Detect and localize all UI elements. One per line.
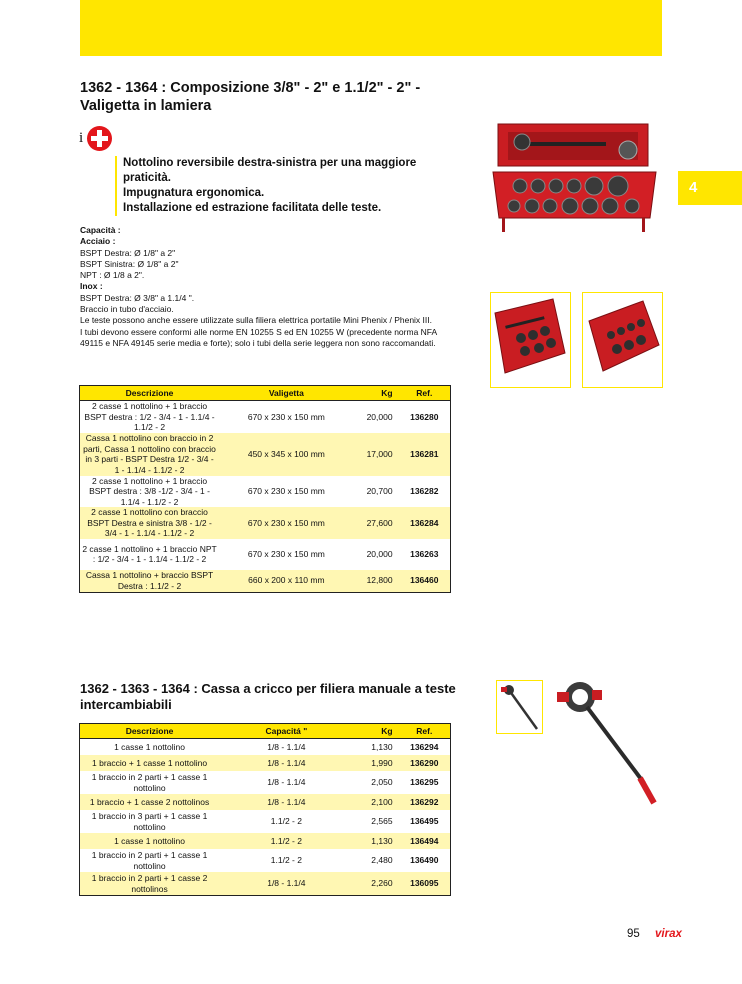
cell-description: Cassa 1 nottolino + braccio BSPT Destra : 1.1/2 - 2 <box>80 570 220 593</box>
spec-line: BSPT Destra: Ø 1/8" a 2" <box>80 247 176 258</box>
brand-logo: virax <box>655 928 682 940</box>
cell-kg: 27,600 <box>354 507 399 539</box>
product-thumb-case-b <box>582 292 663 388</box>
column-header: Ref. <box>399 724 451 739</box>
cell-case: 670 x 230 x 150 mm <box>247 411 325 422</box>
spec-line: Le teste possono anche essere utilizzate sulla filiera elettrica portatile Mini Phenix / Phenix III. <box>80 315 432 326</box>
cell-description: 1 casse 1 nottolino <box>114 741 185 752</box>
ratchet-table <box>79 723 451 896</box>
cell-description: 2 casse 1 nottolino con braccio BSPT Destra e sinistra 3/8 - 1/2 - 3/4 - 1 - 1.1/4 - 1.1/2 - 2 <box>80 507 220 539</box>
cell-kg: 20,000 <box>366 548 393 559</box>
column-header: Valigetta <box>219 386 354 401</box>
cell-capacity: 1.1/2 - 2 <box>219 833 354 849</box>
column-header: Capacitá " <box>219 724 354 739</box>
cell-description: 1 casse 1 nottolino <box>80 833 220 849</box>
cell-description: 2 casse 1 nottolino + 1 braccio NPT : 1/2 - 3/4 - 1 - 1.1/4 - 1.1/2 - 2 <box>82 543 217 564</box>
cell-ref: 136294 <box>410 741 439 752</box>
cell-case: 670 x 230 x 150 mm <box>219 507 354 539</box>
cell-case: 660 x 200 x 110 mm <box>219 570 354 593</box>
feature-line: Installazione ed estrazione facilitata delle teste. <box>123 202 382 214</box>
table-row <box>80 401 451 433</box>
cell-case: 670 x 230 x 150 mm <box>247 548 325 559</box>
header-yellow-band <box>80 0 662 56</box>
cell-capacity: 1.1/2 - 2 <box>270 816 302 827</box>
cell-kg: 12,800 <box>354 570 399 593</box>
cell-capacity: 1/8 - 1.1/4 <box>267 741 306 752</box>
feature-line: Nottolino reversibile destra-sinistra per una maggiore praticità. <box>123 157 417 184</box>
table-header-row <box>80 724 451 739</box>
spec-inox-label: Inox : <box>80 281 103 292</box>
cell-description: 1 braccio in 2 parti + 1 casse 1 nottolino <box>91 772 208 793</box>
cell-capacity: 1/8 - 1.1/4 <box>267 777 306 788</box>
cell-case: 670 x 230 x 150 mm <box>247 486 325 496</box>
cell-kg: 20,000 <box>366 411 393 422</box>
cell-kg: 2,100 <box>354 794 399 810</box>
cell-kg: 17,000 <box>354 433 399 476</box>
table-row <box>80 771 451 794</box>
kit-table <box>79 385 451 593</box>
cell-capacity: 1/8 - 1.1/4 <box>219 755 354 771</box>
column-header: Kg <box>354 724 399 739</box>
cell-kg: 1,990 <box>354 755 399 771</box>
chapter-tab: 4 <box>678 171 742 205</box>
table-row <box>80 739 451 756</box>
plus-cross-icon <box>87 126 112 151</box>
product-thumb-case-a <box>490 292 571 388</box>
cell-description: 1 braccio in 3 parti + 1 casse 1 nottolino <box>91 811 208 832</box>
cell-kg: 2,565 <box>371 816 393 827</box>
table-header-row <box>80 386 451 401</box>
info-glyph: i <box>79 130 84 146</box>
spec-line: Braccio in tubo d'acciaio. <box>80 304 174 315</box>
table-row <box>80 755 451 771</box>
table-row <box>80 539 451 570</box>
table-row <box>80 433 451 476</box>
spec-steel-label: Acciaio : <box>80 236 116 247</box>
cell-ref: 136490 <box>410 855 439 866</box>
cell-description: 2 casse 1 nottolino + 1 braccio BSPT destra : 3/8 -1/2 - 3/4 - 1 - 1.1/4 - 1.1/2 - 2 <box>89 475 210 507</box>
cell-ref: 136290 <box>399 755 451 771</box>
cell-ref: 136280 <box>410 411 439 422</box>
table-row <box>80 872 451 896</box>
table-row <box>80 833 451 849</box>
cell-description: 1 braccio + 1 casse 2 nottolinos <box>80 794 220 810</box>
cell-description: 2 casse 1 nottolino + 1 braccio BSPT destra : 1/2 - 3/4 - 1 - 1.1/4 - 1.1/2 - 2 <box>84 401 215 432</box>
column-header: Ref. <box>399 386 451 401</box>
table-row <box>80 849 451 872</box>
cell-ref: 136281 <box>399 433 451 476</box>
feature-line: Impugnatura ergonomica. <box>123 187 265 199</box>
cell-ref: 136263 <box>410 548 439 559</box>
column-header: Kg <box>354 386 399 401</box>
cell-capacity: 1.1/2 - 2 <box>270 855 302 866</box>
cell-description: Cassa 1 nottolino con braccio in 2 parti, Cassa 1 nottolino con braccio in 3 parti - BSPT Destra 1/2 - 3/4 - 1 - 1.1/4 - 1.1/2 - 2 <box>80 433 220 476</box>
table-row <box>80 476 451 508</box>
page-number: 95 <box>627 928 640 940</box>
product-photo-ratchet <box>552 675 670 810</box>
cell-ref: 136292 <box>399 794 451 810</box>
section1-title: 1362 - 1364 : Composizione 3/8" - 2" e 1.1/2" - 2" - Valigetta in lamiera <box>80 80 421 114</box>
cell-ref: 136295 <box>410 777 439 788</box>
cell-ref: 136284 <box>399 507 451 539</box>
product-thumb-ratchet <box>496 680 543 734</box>
cell-kg: 1,130 <box>371 741 393 752</box>
cell-case: 450 x 345 x 100 mm <box>219 433 354 476</box>
table-row <box>80 507 451 539</box>
spec-line: BSPT Sinistra: Ø 1/8" a 2" <box>80 258 179 269</box>
product-photo-case <box>490 120 660 235</box>
feature-bullets <box>115 156 423 216</box>
cell-ref: 136494 <box>399 833 451 849</box>
table-row <box>80 794 451 810</box>
cell-kg: 2,050 <box>371 777 393 788</box>
cell-kg: 2,480 <box>371 855 393 866</box>
cell-ref: 136282 <box>410 486 439 496</box>
cell-ref: 136495 <box>410 816 439 827</box>
info-badge <box>79 125 115 153</box>
cell-kg: 1,130 <box>354 833 399 849</box>
spec-line: I tubi devono essere conformi alle norme EN 10255 S ed EN 10255 W (precedente norma NFA 49115 e NFA 49145 serie media e forte); solo i tubi della serie leggera non sono raccomandati. <box>80 326 437 348</box>
section2-title: 1362 - 1363 - 1364 : Cassa a cricco per filiera manuale a teste intercambiabili <box>80 681 456 712</box>
cell-kg: 2,260 <box>354 872 399 896</box>
cell-description: 1 braccio + 1 casse 1 nottolino <box>80 755 220 771</box>
cell-capacity: 1/8 - 1.1/4 <box>219 872 354 896</box>
spec-line: BSPT Destra: Ø 3/8" a 1.1/4 ". <box>80 292 195 303</box>
column-header: Descrizione <box>80 386 220 401</box>
cell-description: 1 braccio in 2 parti + 1 casse 1 nottolino <box>91 850 208 871</box>
column-header: Descrizione <box>80 724 220 739</box>
table-row <box>80 810 451 833</box>
cell-ref: 136460 <box>399 570 451 593</box>
cell-capacity: 1/8 - 1.1/4 <box>219 794 354 810</box>
spec-line: NPT : Ø 1/8 a 2". <box>80 270 145 281</box>
cell-ref: 136095 <box>399 872 451 896</box>
specifications <box>80 225 450 349</box>
cell-kg: 20,700 <box>366 486 393 496</box>
table-row <box>80 570 451 593</box>
spec-capacity-label: Capacità : <box>80 225 121 235</box>
cell-description: 1 braccio in 2 parti + 1 casse 2 nottolinos <box>80 872 220 896</box>
